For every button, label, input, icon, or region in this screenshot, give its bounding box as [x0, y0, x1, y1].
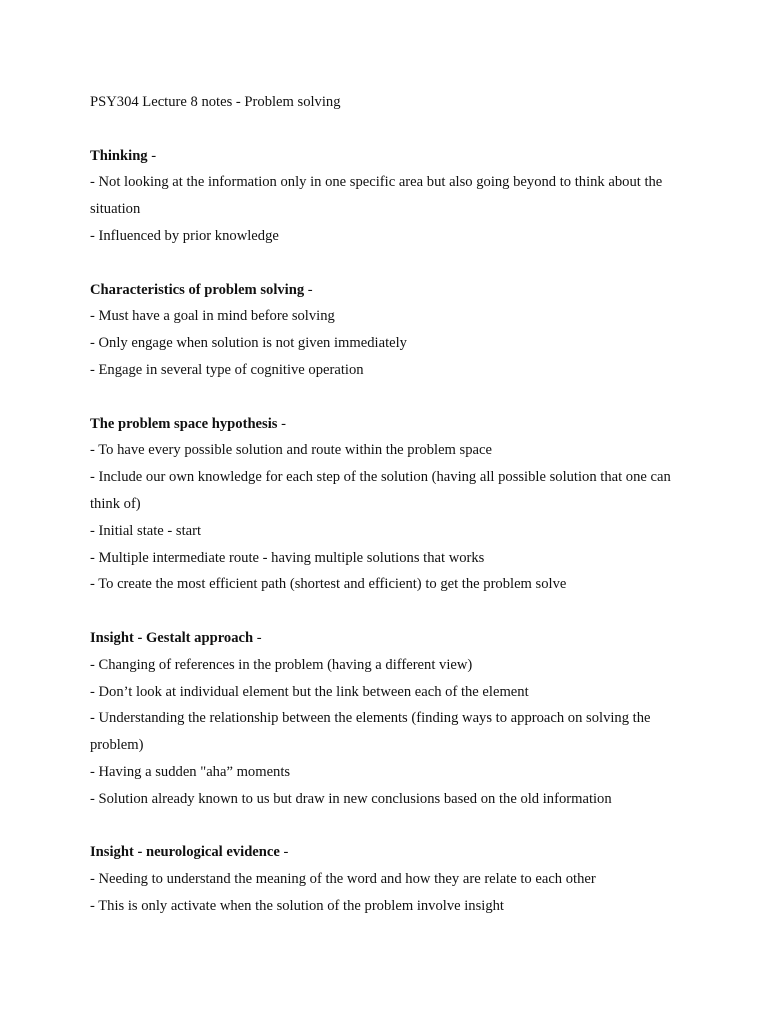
- list-item: - Needing to understand the meaning of the word and how they are relate to each other: [90, 871, 596, 888]
- section-heading: [90, 277, 690, 304]
- list-item: - To create the most efficient path (shortest and efficient) to get the problem solve: [90, 576, 567, 593]
- list-item: - Understanding the relationship between the elements (finding ways to approach on solving the problem): [90, 710, 651, 754]
- section-heading-suffix: -: [304, 281, 313, 298]
- list-item: - To have every possible solution and route within the problem space: [90, 442, 492, 459]
- list-item: - Influenced by prior knowledge: [90, 227, 279, 244]
- section-heading: [90, 143, 690, 170]
- list-item: - Must have a goal in mind before solving: [90, 308, 335, 325]
- section-heading: [90, 839, 690, 866]
- list-item: - Initial state - start: [90, 522, 202, 539]
- section-characteristics: [90, 277, 690, 384]
- document-title: PSY304 Lecture 8 notes - Problem solving: [90, 94, 341, 110]
- section-heading-suffix: -: [277, 415, 286, 432]
- section-heading-suffix: -: [279, 844, 289, 861]
- section-heading: [90, 625, 690, 652]
- section-problem-space: [90, 411, 690, 599]
- list-item: - Multiple intermediate route - having multiple solutions that works: [90, 549, 485, 566]
- list-item: - This is only activate when the solution of the problem involve insight: [90, 897, 504, 914]
- section-heading-suffix: -: [147, 147, 157, 164]
- list-item: - Include our own knowledge for each step of the solution (having all possible solution that one can think of): [90, 469, 671, 512]
- list-item: - Only engage when solution is not given immediately: [90, 335, 407, 352]
- list-item: - Don’t look at individual element but the link between each of the element: [90, 683, 529, 700]
- list-item: - Changing of references in the problem (having a different view): [90, 656, 473, 673]
- section-heading-suffix: -: [253, 629, 262, 646]
- section-heading-text: Insight - Gestalt approach: [90, 629, 254, 646]
- section-thinking: [90, 143, 690, 250]
- list-item: - Having a sudden "aha” moments: [90, 763, 291, 780]
- list-item: - Engage in several type of cognitive operation: [90, 361, 364, 378]
- list-item: - Not looking at the information only in one specific area but also going beyond to think about the situation: [90, 174, 663, 218]
- section-heading: [90, 411, 690, 438]
- section-heading-text: The problem space hypothesis: [90, 415, 278, 432]
- section-insight-gestalt: [90, 625, 690, 813]
- document-page: [90, 89, 690, 920]
- section-heading-text: Characteristics of problem solving: [90, 281, 305, 298]
- list-item: - Solution already known to us but draw in new conclusions based on the old information: [90, 790, 612, 807]
- section-insight-neurological: [90, 839, 690, 919]
- section-heading-text: Thinking: [90, 147, 148, 164]
- section-heading-text: Insight - neurological evidence: [90, 844, 280, 861]
